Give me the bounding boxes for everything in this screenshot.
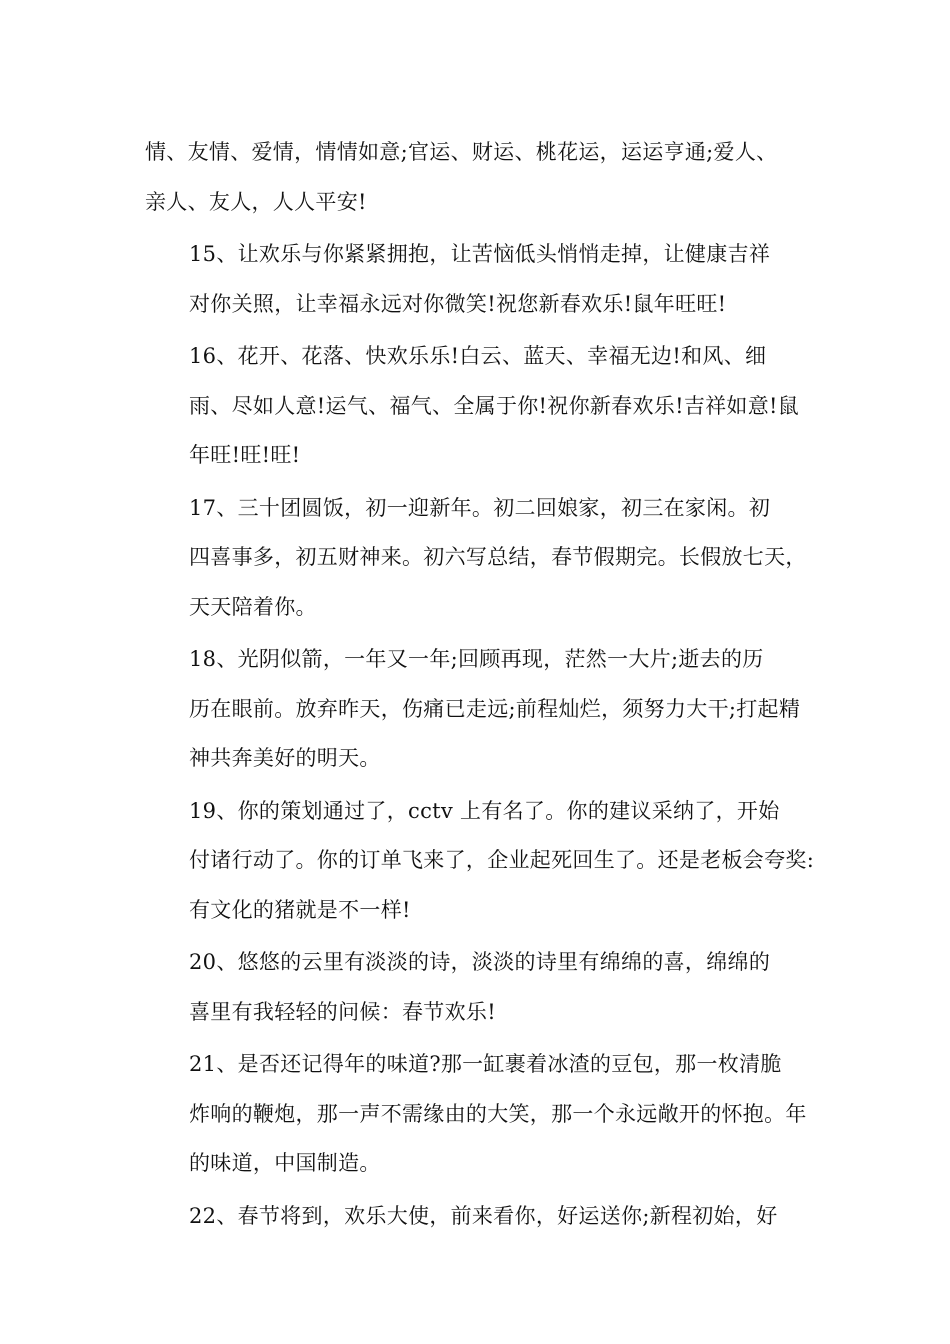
text-line: 15、让欢乐与你紧紧拥抱，让苦恼低头悄悄走掉，让健康吉祥 xyxy=(189,242,771,266)
paragraph-item-15 xyxy=(145,230,810,329)
paragraph-item-20 xyxy=(145,938,810,1037)
text-line: 喜里有我轻轻的问候：春节欢乐! xyxy=(189,999,496,1024)
text-line: 付诸行动了。你的订单飞来了，企业起死回生了。还是老板会夸奖: xyxy=(189,848,815,872)
text-line: 天天陪着你。 xyxy=(189,594,317,619)
text-line: 17、三十团圆饭，初一迎新年。初二回娘家，初三在家闲。初 xyxy=(189,495,771,520)
text-line: 20、悠悠的云里有淡淡的诗，淡淡的诗里有绵绵的喜，绵绵的 xyxy=(189,950,771,974)
text-line: 历在眼前。放弃昨天，伤痛已走远;前程灿烂，须努力大干;打起精 xyxy=(189,696,801,721)
text-line: 18、光阴似箭，一年又一年;回顾再现，茫然一大片;逝去的历 xyxy=(189,647,764,671)
text-line: 情、友情、爱情，情情如意;官运、财运、桃花运，运运亨通;爱人、 xyxy=(145,140,778,164)
paragraph-item-17 xyxy=(145,484,810,633)
paragraph-cont-14 xyxy=(145,128,810,227)
text-line: 四喜事多，初五财神来。初六写总结，春节假期完。长假放七天， xyxy=(189,545,807,569)
paragraph-item-16 xyxy=(145,332,810,481)
text-line: 22、春节将到，欢乐大使，前来看你，好运送你;新程初始，好 xyxy=(189,1203,778,1228)
text-line: 19、你的策划通过了，cctv 上有名了。你的建议采纳了，开始 xyxy=(189,798,780,823)
text-line: 雨、尽如人意!运气、福气、全属于你!祝你新春欢乐!吉祥如意!鼠 xyxy=(189,393,800,418)
document-body xyxy=(145,128,815,1244)
text-line: 亲人、友人，人人平安! xyxy=(145,189,367,214)
paragraph-item-21 xyxy=(145,1040,810,1189)
text-line: 年旺!旺!旺! xyxy=(189,443,301,467)
text-line: 神共奔美好的明天。 xyxy=(189,746,381,770)
text-line: 炸响的鞭炮，那一声不需缘由的大笑，那一个永远敞开的怀抱。年 xyxy=(189,1101,807,1126)
text-line: 21、是否还记得年的味道?那一缸裹着冰渣的豆包，那一枚清脆 xyxy=(189,1052,782,1076)
text-line: 16、花开、花落、快欢乐乐!白云、蓝天、幸福无边!和风、细 xyxy=(189,344,767,368)
paragraph-item-22 xyxy=(145,1192,810,1242)
paragraph-item-19 xyxy=(145,787,815,936)
paragraph-item-18 xyxy=(145,635,810,784)
text-line: 对你关照，让幸福永远对你微笑!祝您新春欢乐!鼠年旺旺! xyxy=(189,291,727,316)
text-line: 有文化的猪就是不一样! xyxy=(189,897,411,922)
text-line: 的味道，中国制造。 xyxy=(189,1151,381,1175)
